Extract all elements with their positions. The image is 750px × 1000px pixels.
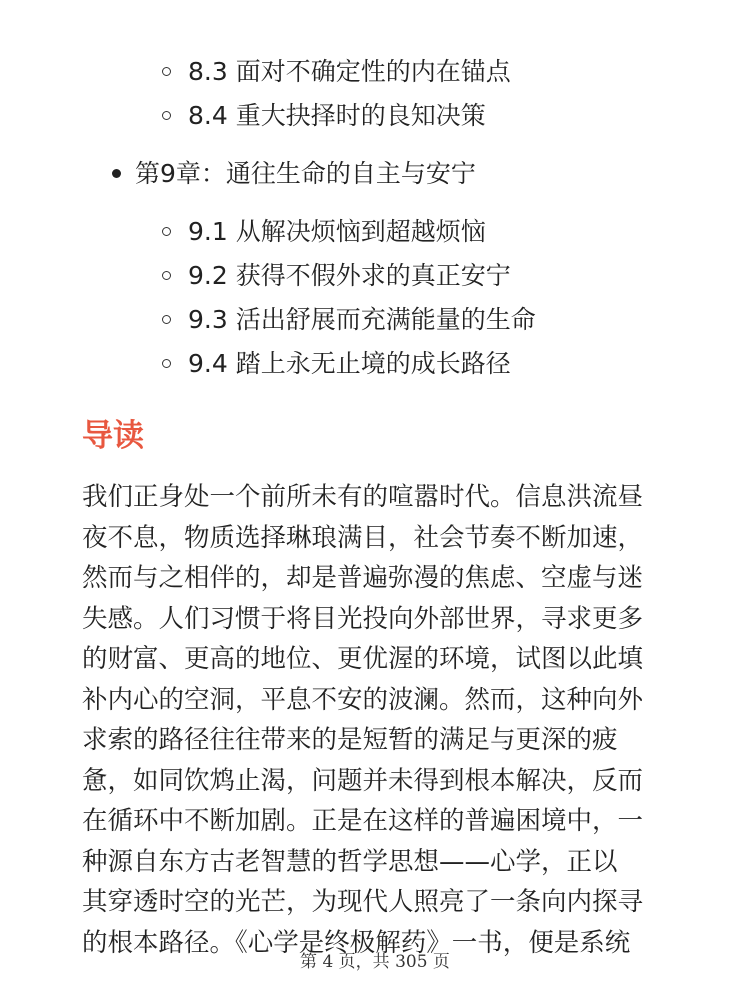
paragraph-line: 然而与之相伴的，却是普遍弥漫的焦虑、空虚与迷 [82,563,644,593]
page-number-footer: 第 4 页，共 305 页 [300,952,450,972]
toc-item-8-4[interactable] [0,94,750,138]
toc-item-label: 8.3 面对不确定性的内在锚点 [188,57,511,86]
hollow-bullet-icon [162,271,171,280]
body-paragraph [82,477,672,963]
toc-item-9-3[interactable] [0,298,750,342]
toc-item-label: 9.2 获得不假外求的真正安宁 [188,261,511,290]
toc-item-label: 9.4 踏上永无止境的成长路径 [188,349,511,378]
paragraph-line: 的财富、更高的地位、更优渥的环境，试图以此填 [82,644,644,674]
paragraph-line: 夜不息，物质选择琳琅满目，社会节奏不断加速， [82,522,644,553]
hollow-bullet-icon [162,67,171,76]
toc-item-9-4[interactable] [0,342,750,386]
paragraph-line: 我们正身处一个前所未有的喧嚣时代。信息洪流昼 [82,482,644,512]
toc-item-9-2[interactable] [0,254,750,298]
hollow-bullet-icon [162,227,171,236]
paragraph-line: 惫，如同饮鸩止渴，问题并未得到根本解决，反而 [82,765,644,796]
paragraph-line: 补内心的空洞，平息不安的波澜。然而，这种向外 [82,684,644,715]
hollow-bullet-icon [162,315,171,324]
paragraph-line: 失感。人们习惯于将目光投向外部世界，寻求更多 [82,603,644,634]
toc-item-8-3[interactable] [0,50,750,94]
toc-item-label: 8.4 重大抉择时的良知决策 [188,101,486,130]
hollow-bullet-icon [162,111,171,120]
filled-bullet-icon [112,169,121,178]
paragraph-line: 的根本路径。《心学是终极解药》一书，便是系统 [82,927,631,958]
toc-chapter-label: 第9章：通往生命的自主与安宁 [135,159,476,188]
section-heading: 导读 [82,418,144,454]
paragraph-line: 其穿透时空的光芒，为现代人照亮了一条向内探寻 [82,887,644,917]
table-of-contents [0,50,750,386]
paragraph-line: 种源自东方古老智慧的哲学思想——心学，正以 [82,846,618,877]
hollow-bullet-icon [162,359,171,368]
paragraph-line: 求索的路径往往带来的是短暂的满足与更深的疲 [82,725,618,755]
toc-item-label: 9.3 活出舒展而充满能量的生命 [188,305,536,334]
toc-chapter-9[interactable] [0,152,750,196]
toc-item-label: 9.1 从解决烦恼到超越烦恼 [188,217,486,246]
paragraph-line: 在循环中不断加剧。正是在这样的普遍困境中，一 [82,806,644,836]
toc-item-9-1[interactable] [0,210,750,254]
